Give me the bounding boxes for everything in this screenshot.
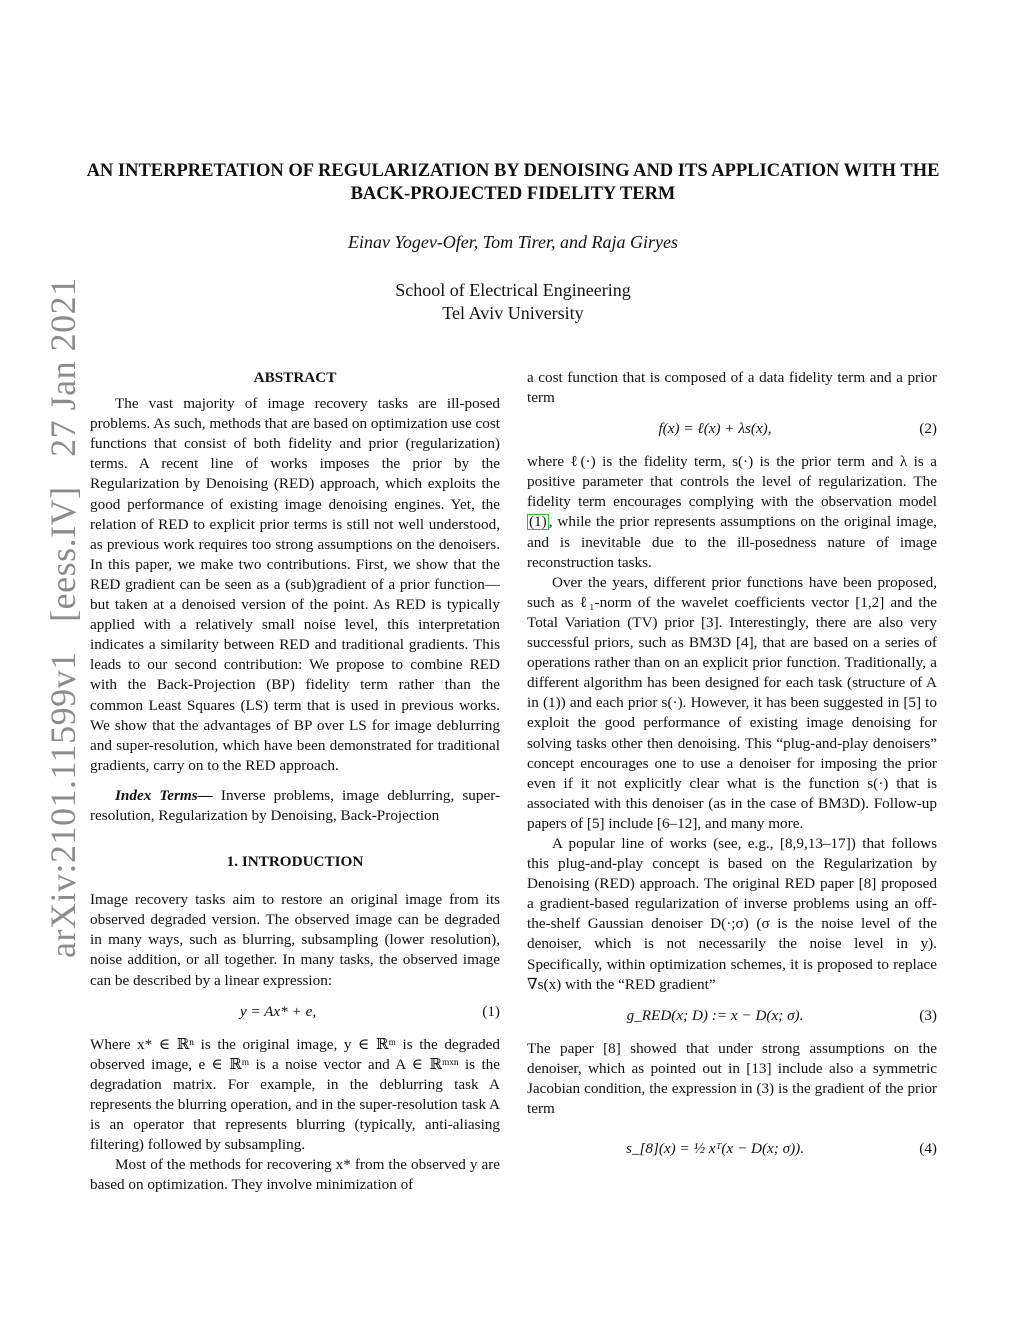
equation-4-body: s_[8](x) = ½ xᵀ(x − D(x; σ)). — [625, 1140, 805, 1158]
left-column — [90, 368, 500, 1195]
right-column — [527, 368, 937, 1181]
equation-2 — [527, 418, 937, 440]
equation-3 — [527, 1005, 937, 1027]
right-paragraph-2 — [527, 452, 937, 573]
equation-2-number: (2) — [919, 420, 937, 438]
intro-heading: 1. INTRODUCTION — [226, 853, 364, 871]
index-terms-label: Index Terms— — [115, 786, 213, 804]
citation-link-eq1[interactable]: (1) — [529, 513, 547, 531]
affiliation-line-2: Tel Aviv University — [442, 303, 584, 323]
abstract-text: The vast majority of image recovery tasks are ill-posed problems. As such, methods that are based on optimization use cost functions that consist of both fidelity and prior (regularization) terms. A recent line of works imposes the prior by the Regularization by Denoising (RED) approach, which exploits the good performance of existing image denoising engines. Yet, the relation of RED to explicit prior terms is still not well understood, as previous work requires too strong assumptions on the denoisers. In this paper, we make two contributions. First, we show that the RED gradient can be seen as a (sub)gradient of a prior function—but taken at a denoised version of the point. As RED is typically applied with a relatively small noise level, this interpretation indicates a similarity between RED and traditional gradients. This leads to our second contribution: We propose to combine RED with the Back-Projection (BP) fidelity term rather than the common Least Squares (LS) term that is used in previous works. We show that the advantages of BP over LS for image deblurring and super-resolution, which have been demonstrated for traditional gradients, carry on to the RED approach. — [90, 395, 500, 774]
right-paragraph-2a: where ℓ(·) is the fidelity term, s(·) is the prior term and λ is a positive parameter that controls the level of regularization. The fidelity term encourages complying with the observation model — [527, 453, 937, 511]
equation-3-number: (3) — [919, 1006, 937, 1024]
right-paragraph-2b: , while the prior represents assumptions on the original image, and is inevitable due to the ill-posedness nature of image reconstruction tasks. — [527, 513, 937, 571]
paper-authors: Einav Yogev-Ofer, Tom Tirer, and Raja Giryes — [347, 232, 678, 252]
right-paragraph-1: a cost function that is composed of a data fidelity term and a prior term — [527, 369, 937, 407]
arxiv-id: arXiv:2101.11599v1 — [43, 651, 83, 958]
abstract-heading: ABSTRACT — [253, 369, 337, 386]
affiliation-line-1: School of Electrical Engineering — [395, 280, 631, 300]
equation-1-number: (1) — [482, 1002, 500, 1020]
affiliation — [80, 279, 946, 325]
index-terms — [90, 786, 500, 826]
right-paragraph-3: Over the years, different prior functions have been proposed, such as ℓ₁-norm of the wavelet coefficients vector [1,2] and the Total Variation (TV) prior [3]. Interestingly, there are also very successful priors, such as BM3D [4], that are based on a series of operations rather than on an explicit prior function. Traditionally, a different algorithm has been designed for each task (structure of A in (1)) and each prior s(·). However, it has been suggested in [5] to exploit the good performance of existing image denoising for solving tasks other then denoising. This “plug-and-play denoisers” concept encourages one to use a denoiser for imposing the prior even if it not explicitly clear what is the function s(·) that is associated with this denoiser (as in the case of BM3D). Follow-up papers of [5] include [6–12], and many more. — [527, 573, 937, 832]
equation-1 — [90, 1001, 500, 1023]
equation-2-body: f(x) = ℓ(x) + λs(x), — [658, 420, 772, 438]
right-paragraph-4: A popular line of works (see, e.g., [8,9,13–17]) that follows this plug-and-play concept is based on the Regularization by Denoising (RED) approach. The original RED paper [8] proposed a gradient-based regularization of inverse problems using an off-the-shelf Gaussian denoiser D(·;σ) (σ is the noise level of the denoiser, which is not necessarily the noise level in y). Specifically, within optimization schemes, it is proposed to replace ∇s(x) with the “RED gradient” — [527, 834, 937, 993]
arxiv-date: 27 Jan 2021 — [43, 277, 83, 457]
arxiv-side-label — [42, 277, 84, 958]
equation-3-body: g_RED(x; D) := x − D(x; σ). — [626, 1006, 804, 1024]
equation-4 — [527, 1129, 937, 1169]
arxiv-category: [eess.IV] — [43, 486, 83, 622]
equation-4-number: (4) — [919, 1140, 937, 1158]
paper-title: AN INTERPRETATION OF REGULARIZATION BY DENOISING AND ITS APPLICATION WITH THE BACK-PROJECTED FIDELITY TERM — [86, 161, 940, 204]
index-terms-text: Inverse problems, image deblurring, super-resolution, Regularization by Denoising, Back-Projection — [90, 786, 501, 824]
intro-paragraph-1: Image recovery tasks aim to restore an original image from its observed degraded version. The observed image can be degraded in many ways, such as blurring, subsampling (lower resolution), noise addition, or all together. In many tasks, the observed image can be described by a linear expression: — [90, 891, 500, 989]
intro-paragraph-3: Most of the methods for recovering x* from the observed y are based on optimization. They involve minimization of — [90, 1156, 500, 1194]
right-paragraph-5: The paper [8] showed that under strong assumptions on the denoiser, which as pointed out in [13] include also a symmetric Jacobian condition, the expression in (3) is the gradient of the prior term — [527, 1039, 937, 1117]
intro-paragraph-2: Where x* ∈ ℝⁿ is the original image, y ∈ ℝᵐ is the degraded observed image, e ∈ ℝᵐ is a noise vector and A ∈ ℝᵐˣⁿ is the degradation matrix. For example, in the deblurring task A represents the blurring operation, and in the super-resolution task A is an operator that represents blurring (typically, anti-aliasing filtering) followed by subsampling. — [90, 1035, 500, 1154]
equation-1-body: y = Ax* + e, — [239, 1002, 317, 1020]
